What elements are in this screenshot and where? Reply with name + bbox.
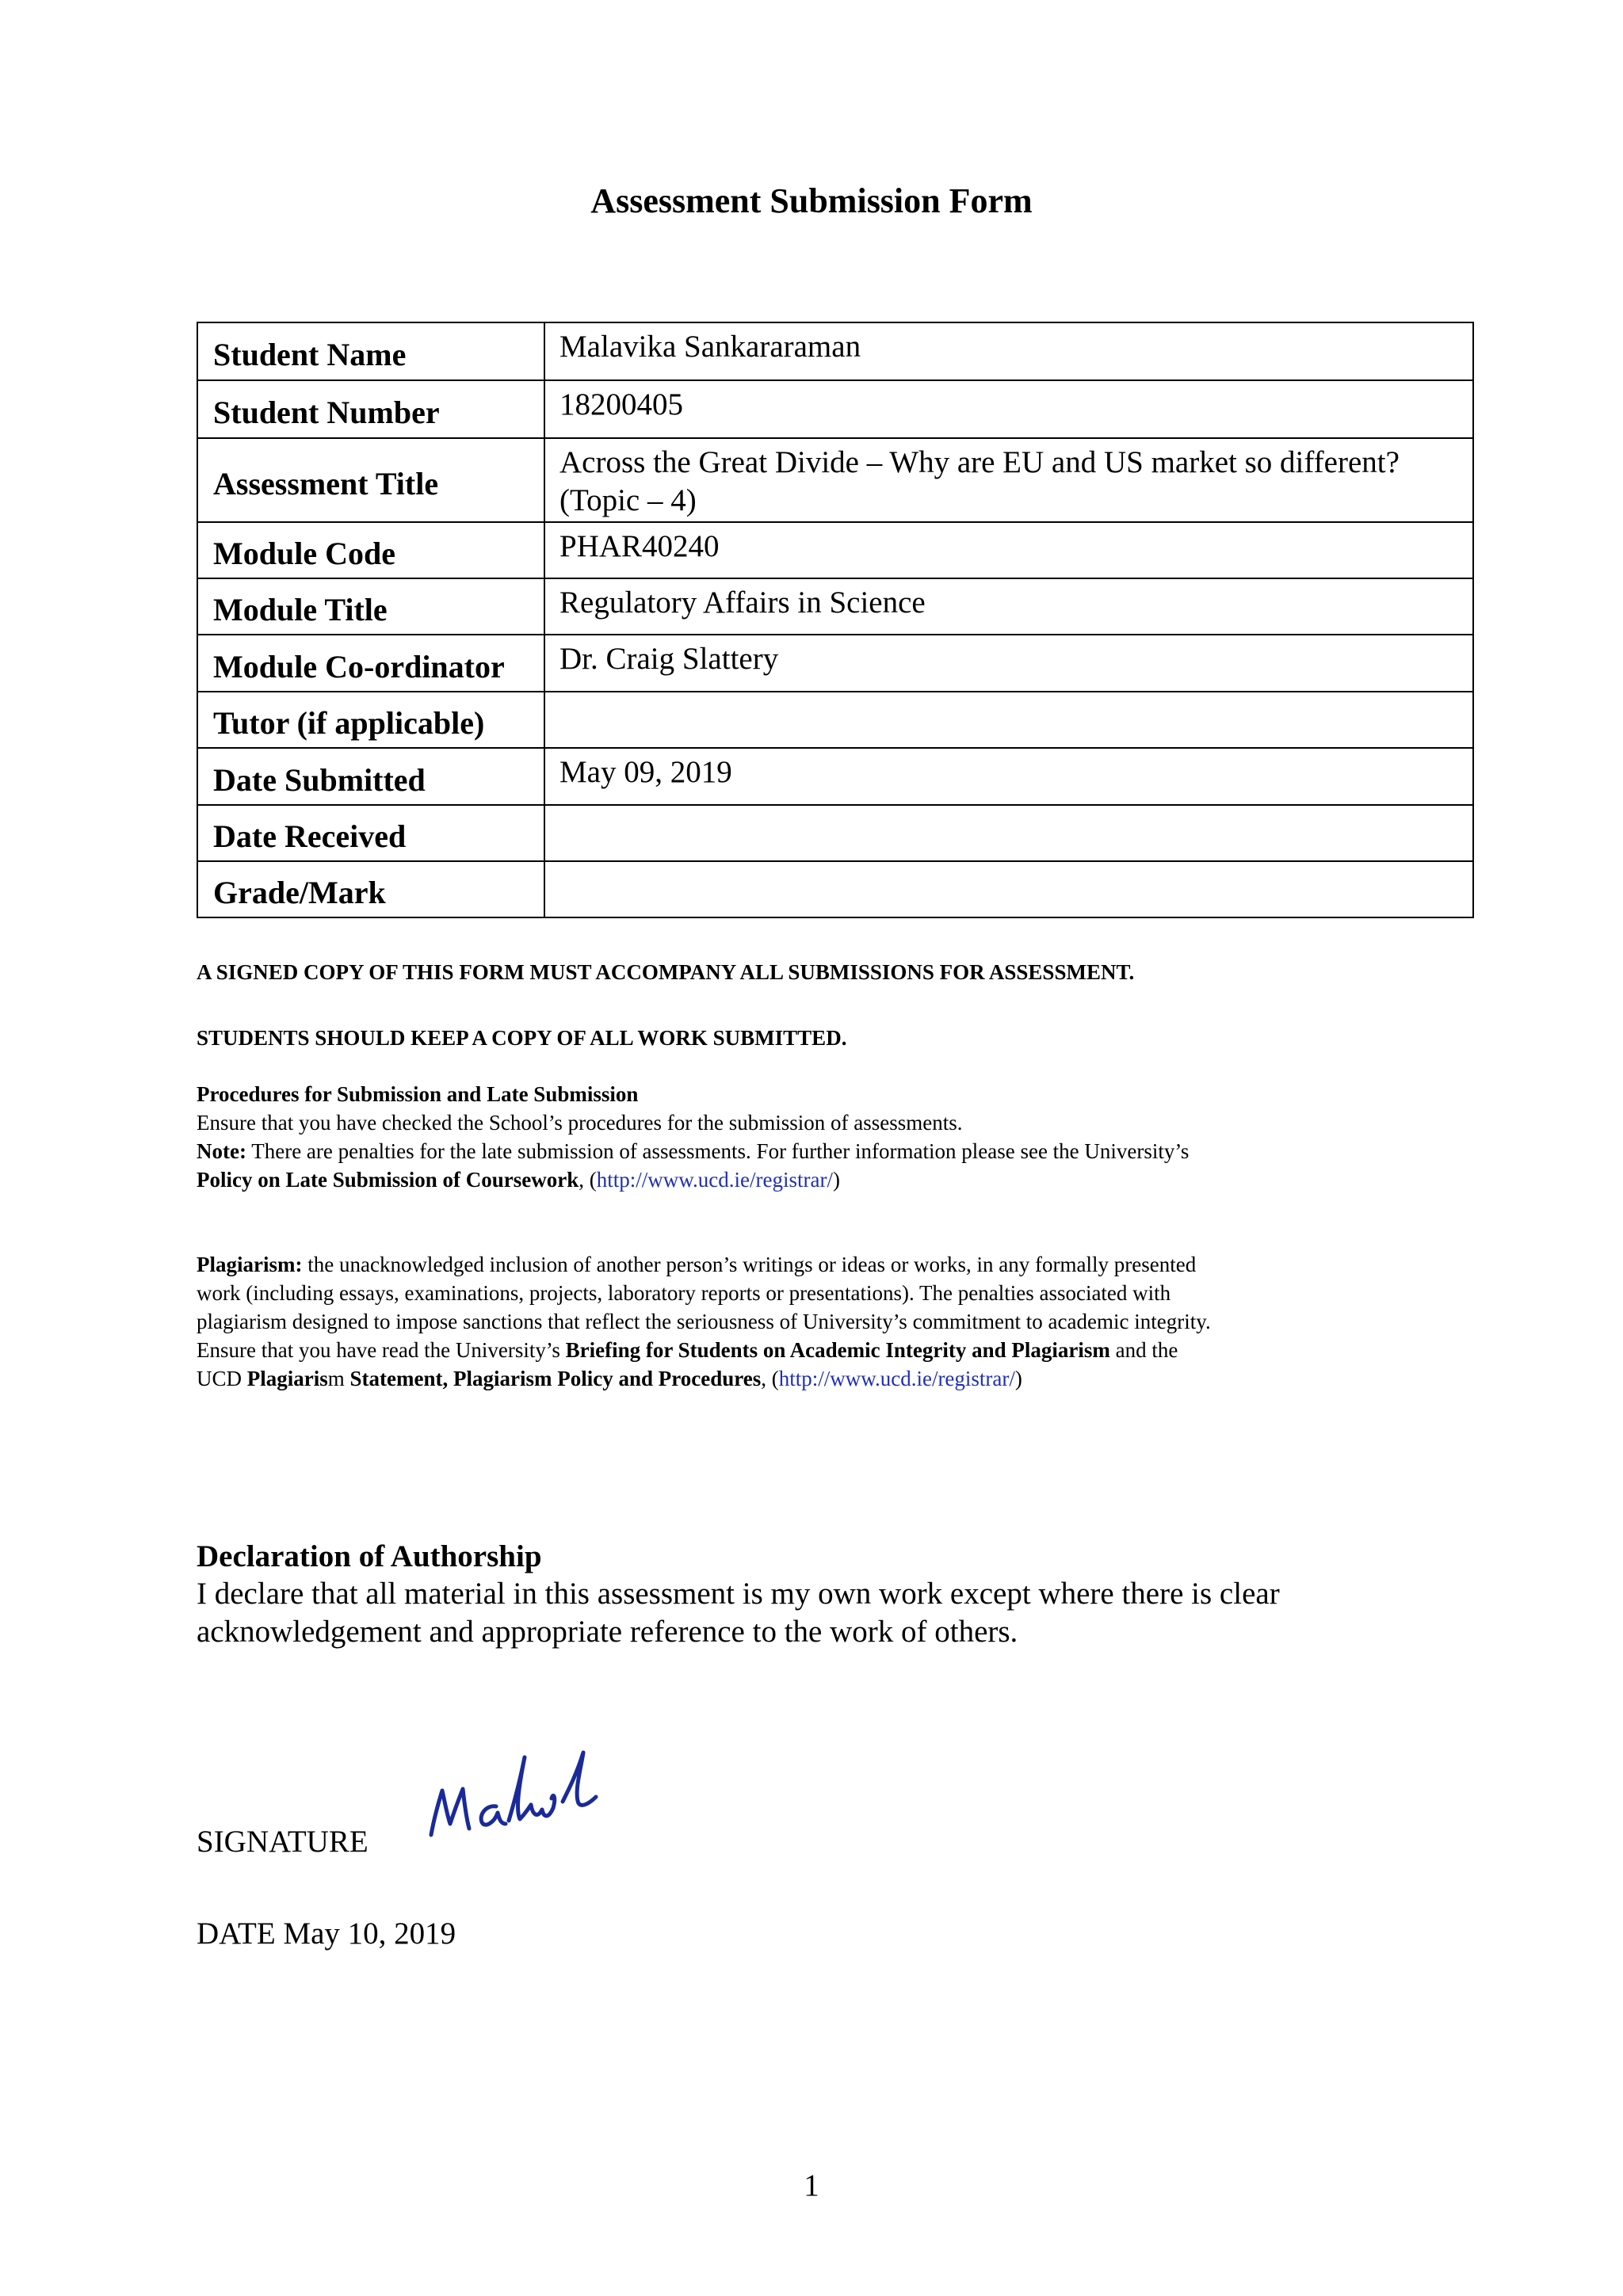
row-label: Date Received — [197, 805, 544, 861]
plagiarism-text: the unacknowledged inclusion of another person’s writings or ideas or works, in any formally presented work (including essays, examinations, projects, laboratory reports or presentations). The penalties associated with plagiarism designed to impose sanctions that reflect the seriousness of University’s commitment to academic integrity. Ensure that you have read the University’s — [197, 1253, 1211, 1362]
declaration-heading: Declaration of Authorship — [197, 1539, 542, 1573]
row-label: Student Name — [197, 322, 544, 380]
table-row — [197, 578, 1473, 635]
module-code-value: PHAR40240 — [544, 522, 1473, 578]
signature-stroke-w — [531, 1795, 555, 1816]
signature-stroke-l2 — [563, 1753, 596, 1805]
row-label: Student Number — [197, 380, 544, 438]
page-title: Assessment Submission Form — [590, 181, 1033, 220]
row-label: Module Code — [197, 522, 544, 578]
row-label: Tutor (if applicable) — [197, 692, 544, 748]
row-label: Grade/Mark — [197, 861, 544, 917]
tutor-value — [544, 692, 1473, 748]
procedures-section — [197, 1080, 1227, 1194]
registrar-link[interactable]: http://www.ucd.ie/registrar/ — [596, 1168, 833, 1192]
handwritten-signature — [426, 1741, 601, 1844]
table-row — [197, 635, 1473, 692]
date-received-value — [544, 805, 1473, 861]
statement-title-part: Plagiaris — [246, 1367, 328, 1390]
plagiarism-text-2: and the UCD — [197, 1338, 1178, 1390]
table-row — [197, 748, 1473, 805]
page-number: 1 — [804, 2168, 819, 2203]
statement-title-rest: Statement, Plagiarism Policy and Procedures — [344, 1367, 762, 1390]
note-label: Note: — [197, 1139, 246, 1163]
student-name-value: Malavika Sankararaman — [544, 322, 1473, 380]
row-label: Module Title — [197, 578, 544, 635]
signature-label: SIGNATURE — [197, 1825, 369, 1859]
table-row — [197, 438, 1473, 522]
table-row — [197, 861, 1473, 917]
punctuation: , ( — [761, 1367, 779, 1390]
plagiarism-label: Plagiarism: — [197, 1253, 303, 1276]
table-row — [197, 380, 1473, 438]
signature-strokes — [431, 1753, 596, 1835]
submission-form-table — [197, 322, 1474, 918]
policy-title: Policy on Late Submission of Coursework — [197, 1168, 579, 1192]
signed-copy-notice: A SIGNED COPY OF THIS FORM MUST ACCOMPANY ALL SUBMISSIONS FOR ASSESSMENT. — [197, 960, 1135, 984]
punctuation: , ( — [579, 1168, 597, 1192]
table-row — [197, 322, 1473, 380]
keep-copy-notice: STUDENTS SHOULD KEEP A COPY OF ALL WORK SUBMITTED. — [197, 1026, 847, 1050]
plagiarism-section — [197, 1250, 1227, 1393]
assessment-title-value: Across the Great Divide – Why are EU and US market so different? (Topic – 4) — [544, 438, 1473, 522]
student-number-value: 18200405 — [544, 380, 1473, 438]
signature-stroke-m — [431, 1789, 469, 1835]
table-row — [197, 522, 1473, 578]
row-label: Assessment Title — [197, 438, 544, 522]
procedures-line: Ensure that you have checked the School’s procedures for the submission of assessments. — [197, 1111, 963, 1135]
date-line: DATE May 10, 2019 — [197, 1917, 456, 1951]
procedures-heading: Procedures for Submission and Late Submission — [197, 1082, 639, 1106]
registrar-link[interactable]: http://www.ucd.ie/registrar/ — [778, 1367, 1015, 1390]
note-text: There are penalties for the late submission of assessments. For further information please see the University’s — [246, 1139, 1190, 1163]
module-title-value: Regulatory Affairs in Science — [544, 578, 1473, 635]
signature-stroke-a — [481, 1806, 506, 1825]
table-row — [197, 805, 1473, 861]
row-label: Date Submitted — [197, 748, 544, 805]
date-submitted-value: May 09, 2019 — [544, 748, 1473, 805]
briefing-title: Briefing for Students on Academic Integrity and Plagiarism — [565, 1338, 1110, 1362]
table-row — [197, 692, 1473, 748]
declaration-text: I declare that all material in this assessment is my own work except where there is clear acknowledgement and appropriate reference to the work of others. — [197, 1577, 1280, 1649]
grade-value — [544, 861, 1473, 917]
module-coordinator-value: Dr. Craig Slattery — [544, 635, 1473, 692]
statement-title-m: m — [327, 1367, 345, 1390]
row-label: Module Co-ordinator — [197, 635, 544, 692]
signature-stroke-l — [509, 1757, 531, 1821]
punctuation: ) — [832, 1168, 840, 1192]
punctuation: ) — [1014, 1367, 1022, 1390]
